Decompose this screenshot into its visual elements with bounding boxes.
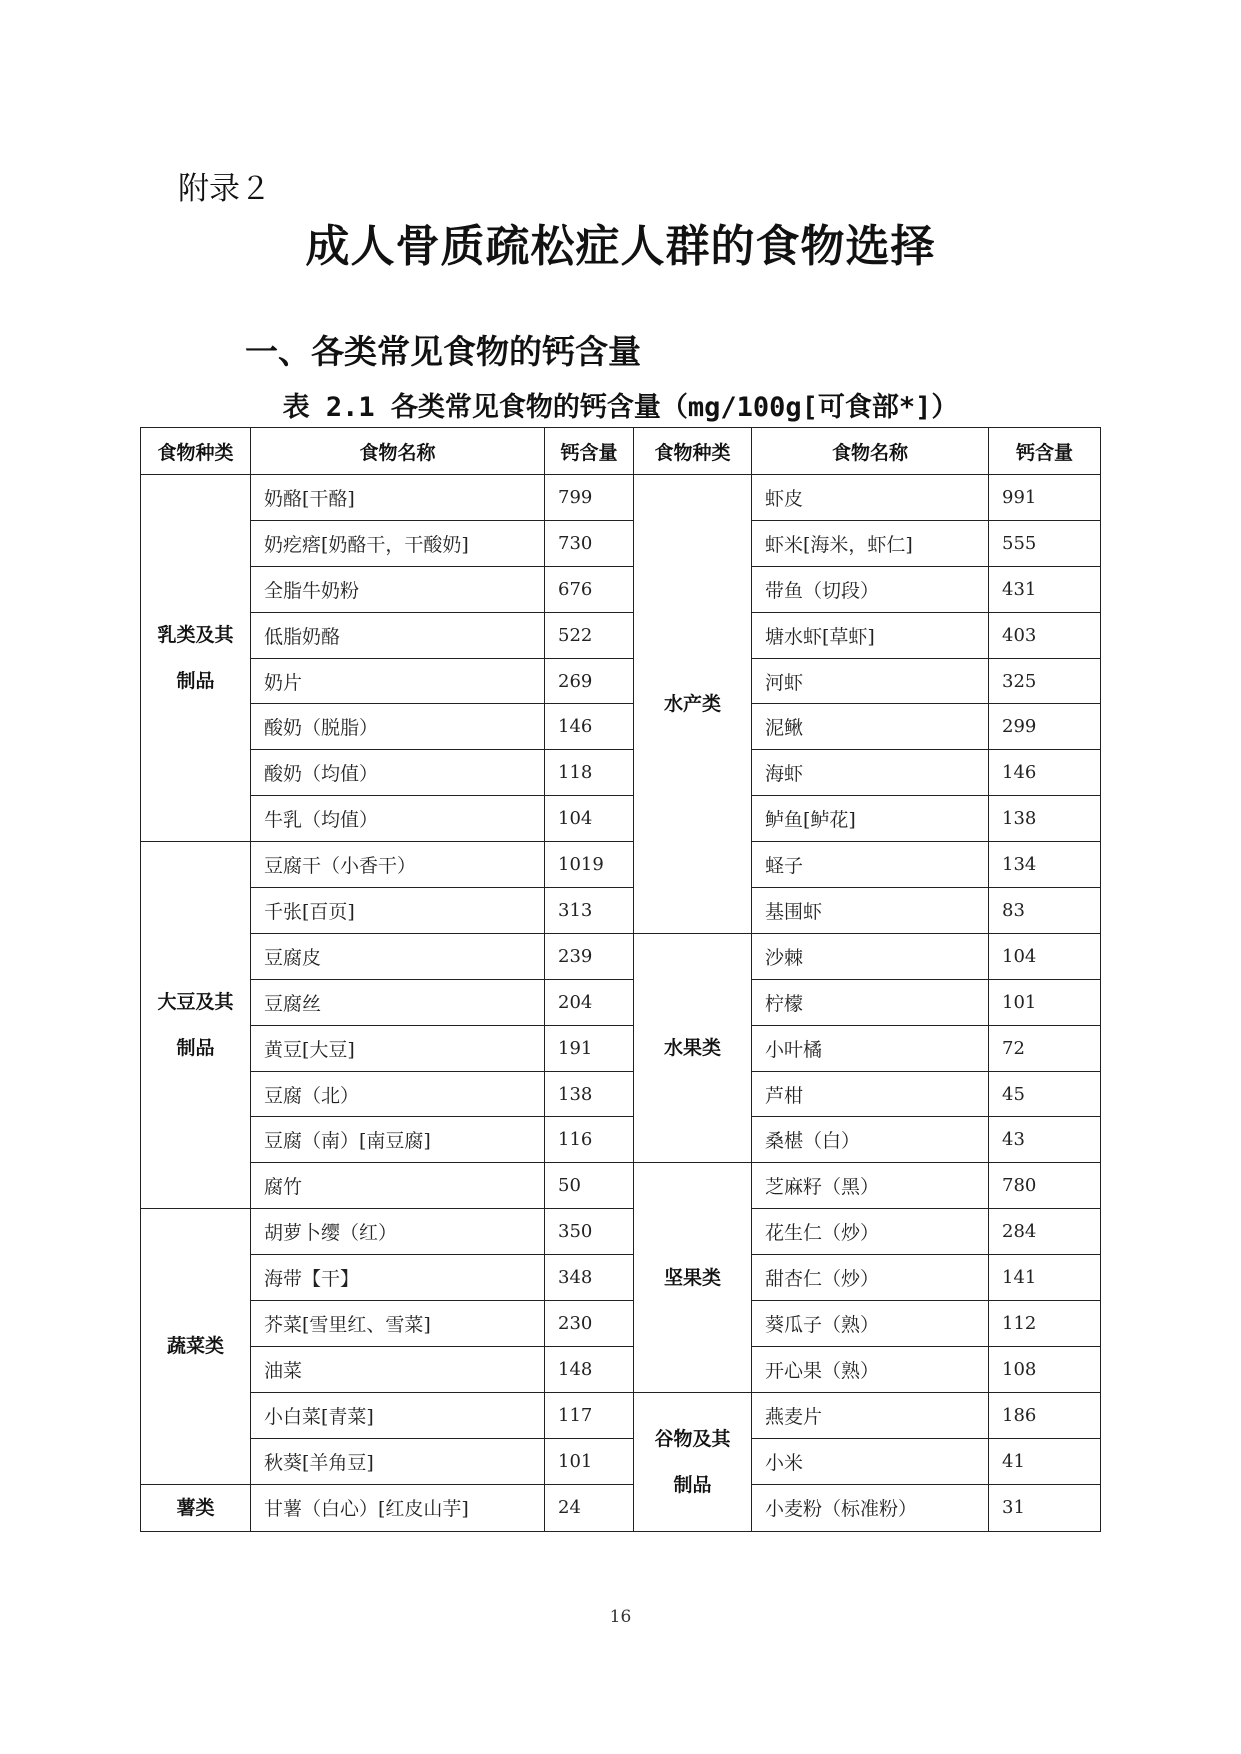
calcium-value: 403 [989,612,1101,658]
category-soy [141,842,251,1209]
category-label: 谷物及其 [654,1427,731,1450]
table-row [141,520,1101,566]
calcium-value: 676 [545,566,634,612]
category-vegetable: 蔬菜类 [141,1209,251,1484]
food-name: 基围虾 [752,888,989,934]
calcium-value: 72 [989,1025,1101,1071]
table-row [141,979,1101,1025]
category-label: 大豆及其 [157,991,234,1014]
category-label: 制品 [176,1037,215,1060]
food-name: 千张[百页] [251,888,545,934]
table-row [141,1255,1101,1301]
table-row [141,1484,1101,1531]
table-row [141,704,1101,750]
category-label: 制品 [176,670,215,693]
calcium-value: 43 [989,1117,1101,1163]
food-name: 黄豆[大豆] [251,1025,545,1071]
calcium-table [140,427,1101,1532]
food-name: 芝麻籽（黑） [752,1163,989,1209]
calcium-value: 141 [989,1255,1101,1301]
table-row [141,842,1101,888]
table-row [141,1392,1101,1438]
food-name: 虾米[海米，虾仁] [752,520,989,566]
section-title: 一、各类常见食物的钙含量 [245,332,641,371]
table-row [141,796,1101,842]
calcium-value: 148 [545,1346,634,1392]
food-name: 花生仁（炒） [752,1209,989,1255]
table-row [141,1025,1101,1071]
food-name: 小麦粉（标准粉） [752,1484,989,1531]
page-title: 成人骨质疏松症人群的食物选择 [305,221,936,272]
table-row [141,1301,1101,1347]
food-name: 蛏子 [752,842,989,888]
food-name: 小白菜[青菜] [251,1392,545,1438]
calcium-value: 991 [989,475,1101,521]
food-name: 虾皮 [752,475,989,521]
calcium-value: 118 [545,750,634,796]
appendix-label: 附录２ [178,171,271,207]
category-fruit: 水果类 [634,933,752,1162]
calcium-value: 269 [545,658,634,704]
food-name: 油菜 [251,1346,545,1392]
food-name: 腐竹 [251,1163,545,1209]
calcium-value: 299 [989,704,1101,750]
table-row [141,612,1101,658]
table-row [141,933,1101,979]
calcium-value: 41 [989,1438,1101,1484]
calcium-value: 204 [545,979,634,1025]
header-calcium-2: 钙含量 [989,428,1101,475]
category-label: 制品 [673,1473,712,1496]
calcium-value: 104 [545,796,634,842]
calcium-value: 191 [545,1025,634,1071]
food-name: 豆腐（南）[南豆腐] [251,1117,545,1163]
page-number: 16 [609,1607,632,1627]
calcium-value: 45 [989,1071,1101,1117]
food-name: 低脂奶酪 [251,612,545,658]
calcium-value: 780 [989,1163,1101,1209]
table-row [141,1209,1101,1255]
calcium-value: 230 [545,1301,634,1347]
calcium-value: 31 [989,1484,1101,1531]
calcium-value: 186 [989,1392,1101,1438]
table-row [141,1071,1101,1117]
food-name: 甜杏仁（炒） [752,1255,989,1301]
category-dairy [141,475,251,842]
food-name: 海虾 [752,750,989,796]
calcium-value: 134 [989,842,1101,888]
calcium-value: 522 [545,612,634,658]
food-name: 芥菜[雪里红、雪菜] [251,1301,545,1347]
food-name: 鲈鱼[鲈花] [752,796,989,842]
food-name: 豆腐（北） [251,1071,545,1117]
food-name: 小叶橘 [752,1025,989,1071]
food-name: 开心果（熟） [752,1346,989,1392]
header-category: 食物种类 [141,428,251,475]
calcium-value: 112 [989,1301,1101,1347]
calcium-value: 138 [545,1071,634,1117]
category-tuber: 薯类 [141,1484,251,1531]
table-header-row [141,428,1101,475]
calcium-value: 108 [989,1346,1101,1392]
calcium-value: 325 [989,658,1101,704]
table-row [141,888,1101,934]
food-name: 牛乳（均值） [251,796,545,842]
food-name: 全脂牛奶粉 [251,566,545,612]
table-row [141,1346,1101,1392]
header-name: 食物名称 [251,428,545,475]
food-name: 桑椹（白） [752,1117,989,1163]
calcium-value: 146 [989,750,1101,796]
calcium-value: 138 [989,796,1101,842]
food-name: 沙棘 [752,933,989,979]
category-grain [634,1392,752,1531]
calcium-value: 117 [545,1392,634,1438]
food-name: 秋葵[羊角豆] [251,1438,545,1484]
food-name: 豆腐皮 [251,933,545,979]
food-name: 燕麦片 [752,1392,989,1438]
header-calcium: 钙含量 [545,428,634,475]
calcium-value: 799 [545,475,634,521]
calcium-value: 24 [545,1484,634,1531]
food-name: 豆腐干（小香干） [251,842,545,888]
food-name: 泥鳅 [752,704,989,750]
food-name: 酸奶（脱脂） [251,704,545,750]
food-name: 奶片 [251,658,545,704]
calcium-value: 350 [545,1209,634,1255]
calcium-value: 313 [545,888,634,934]
table-row [141,658,1101,704]
food-name: 豆腐丝 [251,979,545,1025]
calcium-value: 1019 [545,842,634,888]
calcium-value: 116 [545,1117,634,1163]
table-row [141,750,1101,796]
food-name: 葵瓜子（熟） [752,1301,989,1347]
calcium-value: 83 [989,888,1101,934]
table-row [141,475,1101,521]
calcium-value: 104 [989,933,1101,979]
calcium-value: 239 [545,933,634,979]
calcium-value: 555 [989,520,1101,566]
table-row [141,566,1101,612]
calcium-value: 146 [545,704,634,750]
header-category-2: 食物种类 [634,428,752,475]
food-name: 奶疙瘩[奶酪干，干酸奶] [251,520,545,566]
table-row [141,1163,1101,1209]
calcium-value: 730 [545,520,634,566]
food-name: 河虾 [752,658,989,704]
header-name-2: 食物名称 [752,428,989,475]
calcium-value: 101 [545,1438,634,1484]
category-label: 乳类及其 [157,624,234,647]
calcium-value: 348 [545,1255,634,1301]
food-name: 带鱼（切段） [752,566,989,612]
food-name: 甘薯（白心）[红皮山芋] [251,1484,545,1531]
table-row [141,1117,1101,1163]
food-name: 小米 [752,1438,989,1484]
food-name: 奶酪[干酪] [251,475,545,521]
food-name: 胡萝卜缨（红） [251,1209,545,1255]
table-row [141,1438,1101,1484]
category-nut: 坚果类 [634,1163,752,1392]
calcium-value: 50 [545,1163,634,1209]
calcium-value: 101 [989,979,1101,1025]
calcium-value: 431 [989,566,1101,612]
table-caption: 表 2.1 各类常见食物的钙含量（mg/100g[可食部*]） [282,392,959,423]
food-name: 塘水虾[草虾] [752,612,989,658]
food-name: 芦柑 [752,1071,989,1117]
food-name: 柠檬 [752,979,989,1025]
food-name: 海带【干】 [251,1255,545,1301]
category-aquatic: 水产类 [634,475,752,934]
calcium-value: 284 [989,1209,1101,1255]
food-name: 酸奶（均值） [251,750,545,796]
